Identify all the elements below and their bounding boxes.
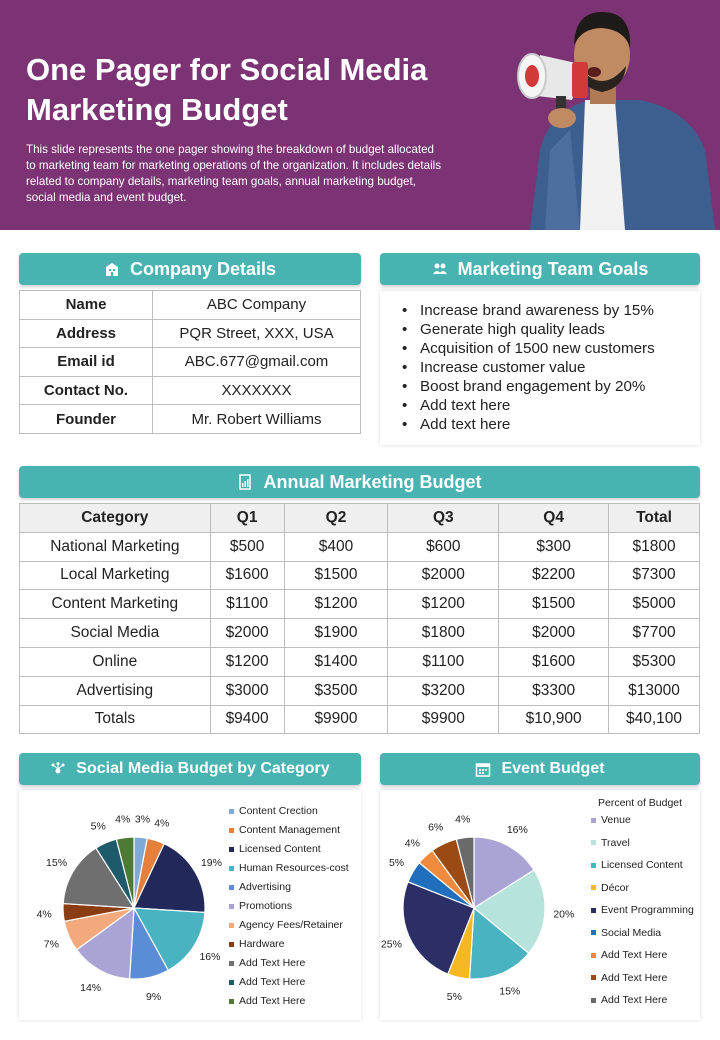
budget-cell: Advertising xyxy=(20,676,211,705)
legend-label: Add Text Here xyxy=(239,995,306,1007)
company-row xyxy=(20,291,361,320)
budget-cell: $3500 xyxy=(284,676,388,705)
event-budget-legend-item xyxy=(591,927,661,939)
event-budget-slice-label: 4% xyxy=(404,837,420,850)
budget-cell: $1200 xyxy=(284,590,388,619)
budget-cell: $9400 xyxy=(210,705,284,734)
company-details-title: Company Details xyxy=(129,258,277,279)
legend-swatch xyxy=(591,930,596,935)
budget-row xyxy=(20,619,700,648)
social-budget-slice-label: 3% xyxy=(134,813,151,826)
social-budget-legend-item xyxy=(229,919,343,931)
budget-row xyxy=(20,705,700,734)
network-icon xyxy=(50,761,66,777)
company-details-header xyxy=(19,253,361,285)
goal-item: • Add text here xyxy=(402,415,700,434)
social-budget-slice-label: 4% xyxy=(115,813,131,826)
budget-cell: $7700 xyxy=(609,619,700,648)
budget-cell: Online xyxy=(20,647,211,676)
event-budget-slice-label: 5% xyxy=(388,857,405,870)
budget-cell: $500 xyxy=(210,532,284,561)
event-budget-header xyxy=(380,753,700,785)
social-budget-panel xyxy=(19,790,361,1020)
company-label: Contact No. xyxy=(20,376,153,405)
social-budget-slice-label: 9% xyxy=(146,990,162,1003)
budget-cell: $3300 xyxy=(499,676,609,705)
company-row xyxy=(20,319,361,348)
annual-budget-table xyxy=(19,503,700,734)
budget-column-header: Q4 xyxy=(499,504,609,533)
social-budget-slice-label: 7% xyxy=(43,938,59,951)
budget-row xyxy=(20,647,700,676)
budget-row xyxy=(20,561,700,590)
goal-item: • Increase customer value xyxy=(402,358,700,377)
social-budget-legend-item xyxy=(229,862,349,874)
event-budget-legend-item xyxy=(591,949,667,961)
event-budget-legend-item xyxy=(591,904,694,916)
legend-swatch xyxy=(229,961,234,966)
marketing-goals-list xyxy=(380,291,700,445)
legend-label: Promotions xyxy=(239,900,293,912)
company-row xyxy=(20,376,361,405)
budget-cell: $3000 xyxy=(210,676,284,705)
budget-cell: $2000 xyxy=(210,619,284,648)
budget-column-header: Q3 xyxy=(388,504,499,533)
social-budget-slice-label: 4% xyxy=(154,817,170,830)
budget-cell: $1600 xyxy=(210,561,284,590)
legend-swatch xyxy=(229,809,234,814)
budget-cell: $9900 xyxy=(284,705,388,734)
budget-cell: $3200 xyxy=(388,676,499,705)
legend-label: Human Resources-cost xyxy=(239,862,349,874)
legend-label: Hardware xyxy=(239,938,285,950)
legend-label: Social Media xyxy=(601,926,662,939)
legend-label: Agency Fees/Retainer xyxy=(239,919,343,931)
budget-cell: $13000 xyxy=(609,676,700,705)
goal-item: • Acquisition of 1500 new customers xyxy=(402,339,700,358)
event-budget-slice-label: 25% xyxy=(380,938,402,951)
annual-budget-title: Annual Marketing Budget xyxy=(263,471,482,492)
budget-cell: $9900 xyxy=(388,705,499,734)
legend-swatch xyxy=(591,998,596,1003)
goal-item: • Boost brand engagement by 20% xyxy=(402,377,700,396)
social-budget-legend-item xyxy=(229,957,305,969)
legend-swatch xyxy=(591,908,596,913)
social-budget-slice-label: 4% xyxy=(36,908,52,921)
legend-label: Venue xyxy=(601,814,631,826)
legend-swatch xyxy=(591,863,596,868)
social-budget-slice-label: 15% xyxy=(46,857,68,870)
company-label: Founder xyxy=(20,405,153,434)
legend-label: Décor xyxy=(601,881,630,894)
budget-row xyxy=(20,590,700,619)
legend-label: Advertising xyxy=(239,881,291,893)
legend-swatch xyxy=(591,818,596,823)
social-budget-slice-label: 19% xyxy=(200,857,222,870)
event-budget-title: Event Budget xyxy=(501,760,605,777)
event-budget-legend-item xyxy=(591,994,667,1006)
budget-row xyxy=(20,532,700,561)
event-budget-legend-item xyxy=(591,972,667,984)
event-budget-slice-label: 20% xyxy=(553,908,575,921)
budget-cell: $7300 xyxy=(609,561,700,590)
legend-label: Licensed Content xyxy=(239,843,321,855)
legend-swatch xyxy=(229,885,234,890)
budget-cell: $1200 xyxy=(210,647,284,676)
goal-item: • Generate high quality leads xyxy=(402,320,700,339)
budget-cell: $1100 xyxy=(210,590,284,619)
company-value: XXXXXXX xyxy=(153,376,361,405)
company-value: PQR Street, XXX, USA xyxy=(153,319,361,348)
company-value: ABC.677@gmail.com xyxy=(153,348,361,377)
legend-label: Add Text Here xyxy=(239,957,306,969)
legend-swatch xyxy=(229,828,234,833)
social-budget-slice-label: 14% xyxy=(80,981,102,994)
legend-swatch xyxy=(229,923,234,928)
event-budget-legend-item xyxy=(591,814,631,826)
social-budget-legend-item xyxy=(229,805,318,817)
company-label: Name xyxy=(20,291,153,320)
budget-cell: $1500 xyxy=(499,590,609,619)
budget-cell: Local Marketing xyxy=(20,561,211,590)
social-budget-legend-item xyxy=(229,976,305,988)
marketing-goals-title: Marketing Team Goals xyxy=(457,258,649,279)
company-value: ABC Company xyxy=(153,291,361,320)
legend-swatch xyxy=(229,866,234,871)
budget-cell: National Marketing xyxy=(20,532,211,561)
legend-swatch xyxy=(591,975,596,980)
budget-cell: $400 xyxy=(284,532,388,561)
legend-label: Event Programming xyxy=(601,904,694,916)
legend-swatch xyxy=(229,980,234,985)
marketing-goals-header xyxy=(380,253,700,285)
event-budget-legend-item xyxy=(591,859,683,871)
legend-label: Content Crection xyxy=(239,805,318,817)
budget-cell: $1100 xyxy=(388,647,499,676)
legend-swatch xyxy=(591,840,596,845)
budget-cell: Content Marketing xyxy=(20,590,211,619)
social-budget-legend-item xyxy=(229,843,321,855)
budget-cell: $2000 xyxy=(388,561,499,590)
budget-cell: $5000 xyxy=(609,590,700,619)
legend-label: Licensed Content xyxy=(601,859,683,871)
event-budget-slice-label: 15% xyxy=(499,985,521,998)
goal-item: • Increase brand awareness by 15% xyxy=(402,301,700,320)
legend-swatch xyxy=(591,953,596,958)
budget-cell: $1600 xyxy=(499,647,609,676)
social-budget-header xyxy=(19,753,361,785)
budget-cell: $1800 xyxy=(609,532,700,561)
company-value: Mr. Robert Williams xyxy=(153,405,361,434)
budget-column-header: Q1 xyxy=(210,504,284,533)
team-icon xyxy=(432,261,448,277)
company-label: Email id xyxy=(20,348,153,377)
legend-swatch xyxy=(591,885,596,890)
budget-row xyxy=(20,676,700,705)
legend-label: Content Management xyxy=(239,824,340,836)
budget-cell: $600 xyxy=(388,532,499,561)
goal-item: • Add text here xyxy=(402,396,700,415)
man-with-megaphone-photo xyxy=(490,0,720,230)
budget-cell: $1400 xyxy=(284,647,388,676)
company-label: Address xyxy=(20,319,153,348)
annual-budget-header xyxy=(19,466,700,498)
budget-cell: $40,100 xyxy=(609,705,700,734)
social-budget-legend-item xyxy=(229,881,291,893)
page-description: This slide represents the one pager showing the breakdown of budget allocated to marketing team for marketing operations of the organization. It includes details related to company details, marketing team goals, annual marketing budget, social media and event budget. xyxy=(26,143,442,204)
budget-column-header: Total xyxy=(609,504,700,533)
legend-swatch xyxy=(229,942,234,947)
page-title: One Pager for Social Media Marketing Budget xyxy=(26,52,428,127)
budget-cell: $1200 xyxy=(388,590,499,619)
event-budget-slice-label: 16% xyxy=(506,824,528,837)
budget-cell: $300 xyxy=(499,532,609,561)
budget-cell: Totals xyxy=(20,705,211,734)
event-budget-legend-item xyxy=(591,837,630,849)
company-row xyxy=(20,348,361,377)
legend-label: Add Text Here xyxy=(239,976,306,988)
budget-cell: $2200 xyxy=(499,561,609,590)
social-budget-title: Social Media Budget by Category xyxy=(76,760,330,777)
legend-label: Add Text Here xyxy=(601,994,668,1006)
company-details-table xyxy=(19,290,361,434)
social-budget-legend-item xyxy=(229,900,292,912)
event-budget-slice-label: 4% xyxy=(455,813,471,826)
company-row xyxy=(20,405,361,434)
budget-cell: $1500 xyxy=(284,561,388,590)
event-legend-title: Percent of Budget xyxy=(598,797,683,809)
event-budget-panel xyxy=(380,790,700,1020)
building-icon xyxy=(104,261,120,277)
budget-cell: Social Media xyxy=(20,619,211,648)
report-icon xyxy=(237,474,253,490)
social-budget-slice-label: 5% xyxy=(90,820,106,833)
calendar-icon xyxy=(475,761,491,777)
event-budget-slice-label: 5% xyxy=(446,990,462,1003)
legend-swatch xyxy=(229,847,234,852)
social-budget-legend-item xyxy=(229,938,285,950)
budget-column-header: Category xyxy=(20,504,211,533)
social-budget-legend-item xyxy=(229,824,340,836)
budget-cell: $10,900 xyxy=(499,705,609,734)
budget-cell: $1900 xyxy=(284,619,388,648)
budget-cell: $5300 xyxy=(609,647,700,676)
social-budget-legend-item xyxy=(229,995,305,1007)
budget-cell: $2000 xyxy=(499,619,609,648)
legend-label: Add Text Here xyxy=(601,971,668,984)
event-budget-slice-label: 6% xyxy=(428,821,444,834)
budget-cell: $1800 xyxy=(388,619,499,648)
social-budget-slice-label: 16% xyxy=(199,951,221,964)
budget-column-header: Q2 xyxy=(284,504,388,533)
legend-label: Add Text Here xyxy=(601,949,668,961)
legend-swatch xyxy=(229,904,234,909)
event-budget-legend-item xyxy=(591,882,629,894)
header-banner xyxy=(0,0,720,230)
legend-label: Travel xyxy=(601,836,630,849)
legend-swatch xyxy=(229,999,234,1004)
